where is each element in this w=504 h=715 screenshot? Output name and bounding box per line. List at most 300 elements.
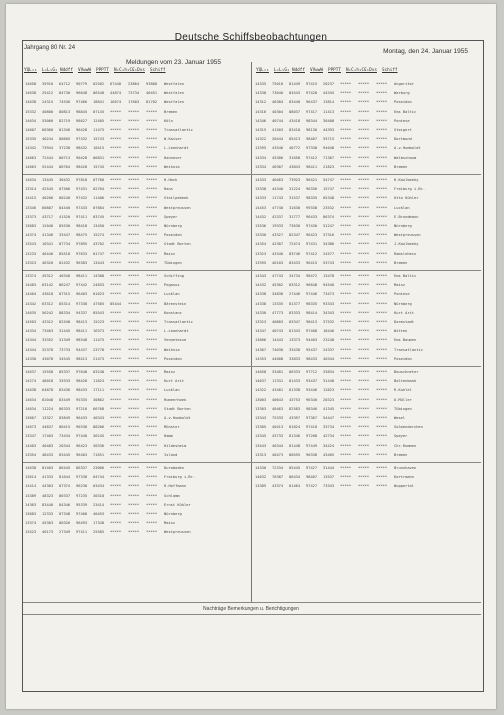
observation-code: 14443 [272, 338, 284, 343]
observation-code: 97427 [306, 484, 318, 489]
observation-code: 14335 [255, 82, 267, 86]
observation-code: 97895 [76, 242, 88, 247]
observation-code: 80713 [59, 155, 71, 160]
observation-code: 73630 [289, 224, 301, 228]
observation-code: 13314 [25, 187, 37, 192]
observation-code: ***** [110, 233, 122, 238]
observation-code: ***** [146, 242, 158, 247]
observation-code: 11475 [93, 338, 105, 343]
page-title: Deutsche Schiffsbeobachtungen [174, 32, 328, 43]
observation-code: 96403 [76, 292, 88, 297]
table-row [25, 529, 251, 535]
observation-code: 90779 [76, 82, 88, 86]
observation-code: ***** [358, 224, 370, 228]
observation-code: 86247 [59, 283, 71, 288]
observation-code: 33834 [323, 370, 335, 374]
ship-name: Ems Baltic [394, 109, 417, 114]
observation-code: 23248 [323, 338, 335, 343]
ship-name: R.Kuhlel [394, 388, 412, 393]
observation-code: ***** [110, 128, 122, 132]
observation-code: 83746 [289, 251, 301, 256]
table-row [25, 223, 251, 229]
observation-code: 93437 [306, 379, 318, 384]
observation-code: 14330 [25, 356, 37, 361]
observation-code: ***** [128, 530, 140, 535]
observation-code: ***** [110, 484, 122, 489]
observation-code: 97431 [76, 187, 88, 192]
observation-code: 14330 [255, 310, 267, 315]
ship-name: H.Hoch [164, 178, 178, 182]
ship-name: Bremen [164, 109, 178, 114]
observation-code: ***** [128, 260, 140, 265]
ship-name: Westfalen [164, 91, 184, 96]
observation-code: ***** [340, 205, 352, 210]
observation-code: ***** [110, 530, 122, 535]
ship-name: O.Müller [394, 397, 412, 402]
observation-code: ***** [376, 118, 388, 123]
observation-code: ***** [128, 178, 140, 182]
observation-code: ***** [358, 128, 370, 132]
observation-code: ***** [128, 128, 140, 132]
ship-name: Nürnberg [394, 301, 412, 306]
observation-code: ***** [340, 118, 352, 123]
observation-code: ***** [110, 260, 122, 265]
observation-code: 44837 [42, 425, 54, 430]
observation-code: 81377 [289, 301, 301, 306]
observation-code: ***** [110, 475, 122, 480]
observation-code: ***** [146, 187, 158, 192]
observation-code: 96423 [306, 233, 318, 238]
observation-code: 13338 [255, 187, 267, 192]
observation-code: ***** [358, 187, 370, 192]
observation-code: 96336 [306, 187, 318, 192]
observation-code: 72444 [42, 155, 54, 160]
ship-name: Ems Baltic [394, 274, 417, 278]
observation-code: 30408 [323, 118, 335, 123]
observation-code: 96648 [76, 91, 88, 96]
observation-code: 02502 [93, 82, 105, 86]
observation-code: 73473 [323, 292, 335, 297]
observation-code: 81448 [289, 443, 301, 448]
table-row [25, 99, 251, 105]
report-date: Montag, den 24. Januar 1955 [383, 48, 468, 55]
table-row [255, 443, 481, 449]
observation-code: ***** [358, 310, 370, 315]
observation-code: 14322 [255, 388, 267, 393]
observation-code: ***** [358, 283, 370, 288]
observation-code: ***** [358, 251, 370, 256]
observation-code: 25585 [93, 530, 105, 535]
table-row [255, 81, 481, 87]
observation-code: ***** [358, 301, 370, 306]
observation-code: 24577 [323, 251, 335, 256]
observation-code: 81338 [289, 388, 301, 393]
table-row [25, 214, 251, 220]
observation-code: ***** [358, 260, 370, 265]
observation-code: 98411 [76, 274, 88, 278]
observation-code: ***** [128, 475, 140, 480]
observation-code: 43843 [289, 164, 301, 169]
ship-name: Westpreussen [164, 530, 191, 535]
observation-code: ***** [376, 137, 388, 142]
column-header: C₁Dvs [364, 68, 377, 73]
observation-code: 98413 [76, 356, 88, 361]
ship-name: Speyer [164, 214, 178, 219]
observation-code: 95335 [76, 397, 88, 402]
observation-code: 14432 [255, 214, 267, 219]
observation-code: ***** [110, 146, 122, 151]
observation-code: ***** [128, 425, 140, 430]
observation-code: 73733 [59, 347, 71, 352]
column-header: L₁L₁G₁ [274, 68, 290, 73]
ship-name: Westpreussen [164, 205, 191, 210]
table-row [25, 273, 251, 279]
observation-code: 42545 [42, 187, 54, 192]
observation-code: ***** [340, 187, 352, 192]
table-row [255, 474, 481, 480]
table-row [25, 356, 251, 362]
observation-code: 42337 [272, 214, 284, 219]
observation-code: 14637 [255, 379, 267, 384]
ship-name: Darmstadt [394, 320, 414, 324]
observation-code: 33734 [323, 425, 335, 430]
observation-code: 14663 [25, 155, 37, 160]
observation-code: 11406 [93, 196, 105, 201]
observation-code: ***** [358, 425, 370, 430]
observation-code: 46320 [42, 260, 54, 265]
observation-code: 97433 [76, 205, 88, 210]
observation-code: 97412 [306, 155, 318, 160]
ship-name: Transatlantic [164, 128, 193, 132]
observation-code: ***** [146, 251, 158, 256]
ship-name: E.Brundmann [394, 214, 419, 219]
observation-code: ***** [146, 260, 158, 265]
observation-code: ***** [146, 233, 158, 238]
observation-code: 13346 [25, 205, 37, 210]
observation-code: 75333 [272, 416, 284, 420]
observation-code: 20323 [323, 397, 335, 402]
observation-code: 40744 [272, 118, 284, 123]
observation-code: 40206 [42, 196, 54, 201]
observation-code: ***** [358, 292, 370, 297]
table-row [25, 232, 251, 238]
observation-code: ***** [376, 205, 388, 210]
observation-code: 34386 [323, 242, 335, 247]
observation-code: 81449 [289, 82, 301, 86]
observation-code: 14274 [25, 379, 37, 384]
observation-code: 14638 [25, 466, 37, 470]
observation-code: ***** [146, 475, 158, 480]
observation-code: 14634 [25, 397, 37, 402]
observation-code: 27446 [289, 292, 301, 297]
table-row [255, 214, 481, 220]
table-row [25, 520, 251, 526]
observation-code: 83436 [59, 388, 71, 393]
observation-code: ***** [340, 155, 352, 160]
observation-code: 45306 [272, 155, 284, 160]
observation-code: 14638 [25, 100, 37, 105]
observation-code: 47740 [272, 205, 284, 210]
observation-code: 98335 [306, 301, 318, 306]
observation-code: 55715 [323, 137, 335, 142]
observation-code: ***** [110, 224, 122, 228]
observation-code: 60360 [42, 128, 54, 132]
observation-code: 71651 [93, 452, 105, 457]
observation-code: 90338 [76, 425, 88, 430]
observation-code: 31630 [289, 205, 301, 210]
observation-code: 82719 [59, 118, 71, 123]
ship-name: Baltenbank [394, 379, 417, 384]
ship-name: Mainz [164, 251, 176, 256]
observation-code: 98433 [306, 356, 318, 361]
observation-code: 86434 [289, 475, 301, 480]
observation-code: 15743 [93, 137, 105, 142]
observation-code: ***** [128, 484, 140, 489]
observation-code: 13334 [255, 164, 267, 169]
table-row [255, 109, 481, 115]
observation-code: 83333 [289, 310, 301, 315]
observation-code: 83418 [289, 128, 301, 132]
table-row [25, 177, 251, 183]
observation-code: 98407 [306, 475, 318, 480]
observation-code: 98411 [76, 329, 88, 334]
observation-code: ***** [376, 388, 388, 393]
column-header: PPPTT [328, 68, 341, 73]
observation-code: ***** [340, 406, 352, 411]
table-row [255, 452, 481, 458]
observation-code: 31658 [289, 155, 301, 160]
observation-code: ***** [110, 292, 122, 297]
observation-code: 88334 [59, 310, 71, 315]
observation-code: 31777 [289, 214, 301, 219]
observation-code: ***** [146, 443, 158, 448]
observation-code: 30336 [93, 443, 105, 448]
document-sheet [6, 4, 496, 709]
observation-code: 07760 [93, 178, 105, 182]
observation-code: ***** [340, 283, 352, 288]
observation-code: 73434 [59, 434, 71, 439]
observation-code: 03248 [93, 370, 105, 374]
ship-name: Poseidon [164, 356, 182, 361]
observation-code: 98432 [76, 146, 88, 151]
observation-code: 72334 [272, 466, 284, 470]
observation-code: 17111 [93, 388, 105, 393]
observation-code: ***** [110, 425, 122, 430]
table-row [25, 186, 251, 192]
observation-code: 37532 [323, 320, 335, 324]
ship-name: Solmendorchen [394, 425, 423, 430]
observation-code: 11413 [323, 109, 335, 114]
observation-code: 14607 [25, 128, 37, 132]
observation-code: 34838 [272, 292, 284, 297]
observation-code: 45312 [42, 274, 54, 278]
observation-code: 97411 [76, 530, 88, 535]
observation-code: ***** [376, 274, 388, 278]
observation-code: ***** [376, 242, 388, 247]
observation-code: 97430 [306, 224, 318, 228]
observation-code: 64712 [59, 82, 71, 86]
observation-code: ***** [358, 475, 370, 480]
observation-code: 85337 [59, 370, 71, 374]
observation-code: 14338 [255, 91, 267, 96]
observation-code: ***** [146, 416, 158, 420]
observation-code: 12823 [323, 388, 335, 393]
table-row [255, 356, 481, 362]
observation-code: ***** [110, 338, 122, 343]
observation-code: 30318 [93, 493, 105, 498]
observation-code: 81644 [59, 475, 71, 480]
observation-code: 14334 [25, 329, 37, 334]
observation-code: 98335 [306, 196, 318, 201]
observation-code: 37238 [59, 146, 71, 151]
observation-code: 97408 [76, 512, 88, 516]
observation-code: 40307 [272, 164, 284, 169]
observation-code: ***** [340, 434, 352, 439]
observation-code: ***** [128, 388, 140, 393]
observation-code: 13450 [93, 224, 105, 228]
ship-name: Warburg [394, 91, 410, 96]
table-row [255, 301, 481, 307]
observation-code: ***** [358, 406, 370, 411]
observation-code: ***** [358, 434, 370, 439]
table-row [25, 291, 251, 297]
ship-name: Brunnhaven [394, 466, 417, 470]
observation-code: 14634 [25, 406, 37, 411]
table-row [255, 205, 481, 211]
table-row [25, 127, 251, 133]
observation-code: ***** [340, 274, 352, 278]
observation-code: 43327 [272, 233, 284, 238]
table-row [255, 387, 481, 393]
observation-code: ***** [376, 310, 388, 315]
observation-code: ***** [358, 388, 370, 393]
observation-code: 46103 [272, 260, 284, 265]
observation-code: ***** [146, 502, 158, 507]
observation-code: ***** [358, 274, 370, 278]
observation-code: 98413 [76, 320, 88, 324]
observation-code: 97208 [306, 434, 318, 439]
observation-code: 23414 [93, 502, 105, 507]
observation-code: 24833 [93, 283, 105, 288]
observation-code: 13395 [255, 260, 267, 265]
observation-code: 43481 [272, 388, 284, 393]
ship-name: Freiburg i.Br. [164, 475, 196, 480]
observation-code: ***** [358, 178, 370, 182]
table-row [255, 118, 481, 124]
observation-code: ***** [376, 155, 388, 160]
ship-name: Hildesheim [164, 443, 187, 448]
observation-code: ***** [128, 310, 140, 315]
observation-code: 99338 [306, 205, 318, 210]
observation-code: ***** [358, 416, 370, 420]
observation-code: 18841 [93, 100, 105, 105]
observation-code: ***** [376, 82, 388, 86]
table-row [25, 136, 251, 142]
observation-code: 32370 [42, 347, 54, 352]
report-subtitle: Meldungen vom 23. Januar 1955 [126, 59, 222, 66]
table-row [25, 406, 251, 412]
observation-code: ***** [376, 251, 388, 256]
observation-code: ***** [128, 347, 140, 352]
observation-code: ***** [128, 214, 140, 219]
observation-code: 14343 [255, 274, 267, 278]
observation-code: 43733 [272, 434, 284, 439]
observation-code: ***** [128, 452, 140, 457]
observation-code: 14634 [25, 118, 37, 123]
ship-name: Nürnberg [164, 224, 182, 228]
observation-code: 14638 [25, 91, 37, 96]
observation-code: ***** [340, 466, 352, 470]
observation-code: 33430 [289, 347, 301, 352]
observation-code: 83445 [59, 452, 71, 457]
observation-code: 13536 [255, 224, 267, 228]
observation-code: 94337 [76, 310, 88, 315]
table-row [25, 301, 251, 307]
observation-code: ***** [146, 493, 158, 498]
observation-code: ***** [110, 397, 122, 402]
observation-code: ***** [340, 128, 352, 132]
observation-code: ***** [376, 425, 388, 430]
ship-name: A.v.Humboldt [394, 146, 421, 151]
observation-code: ***** [358, 82, 370, 86]
observation-code: 13374 [25, 521, 37, 526]
ship-name: Island [164, 452, 178, 457]
observation-code: ***** [376, 443, 388, 448]
observation-code: 93343 [323, 301, 335, 306]
observation-code: 84440 [59, 205, 71, 210]
observation-code: ***** [358, 164, 370, 169]
column-header: C₁Dvs [132, 68, 145, 73]
observation-code: 14344 [25, 347, 37, 352]
observation-code: 13543 [25, 242, 37, 247]
table-row [25, 109, 251, 115]
observation-code: 14315 [255, 128, 267, 132]
observation-code: 13445 [42, 178, 54, 182]
observation-code: 13335 [272, 301, 284, 306]
observation-code: 15747 [323, 187, 335, 192]
observation-code: ***** [340, 338, 352, 343]
observation-code: ***** [128, 406, 140, 411]
observation-code: ***** [376, 109, 388, 114]
observation-code: 14663 [25, 164, 37, 169]
observation-code: 33447 [59, 233, 71, 238]
observation-code: 14322 [255, 137, 267, 142]
observation-code: ***** [358, 347, 370, 352]
observation-code: ***** [146, 205, 158, 210]
observation-code: ***** [376, 178, 388, 182]
observation-code: 98428 [76, 379, 88, 384]
observation-code: ***** [146, 512, 158, 516]
observation-code: 31448 [323, 379, 335, 384]
table-row [25, 452, 251, 458]
observation-code: ***** [376, 329, 388, 334]
observation-code: ***** [146, 292, 158, 297]
observation-code: ***** [358, 109, 370, 114]
observation-code: ***** [340, 82, 352, 86]
ship-name: Schlamm [164, 493, 180, 498]
observation-code: ***** [128, 251, 140, 256]
observation-code: 47743 [272, 274, 284, 278]
observation-code: ***** [340, 233, 352, 238]
observation-code: 02432 [59, 260, 71, 265]
table-row [25, 118, 251, 124]
observation-code: 17348 [93, 521, 105, 526]
observation-code: ***** [128, 379, 140, 384]
observation-code: ***** [358, 356, 370, 361]
observation-code: 13373 [25, 214, 37, 219]
ship-name: Nürnberg [394, 224, 412, 228]
ship-name: Westpreussen [394, 233, 421, 238]
